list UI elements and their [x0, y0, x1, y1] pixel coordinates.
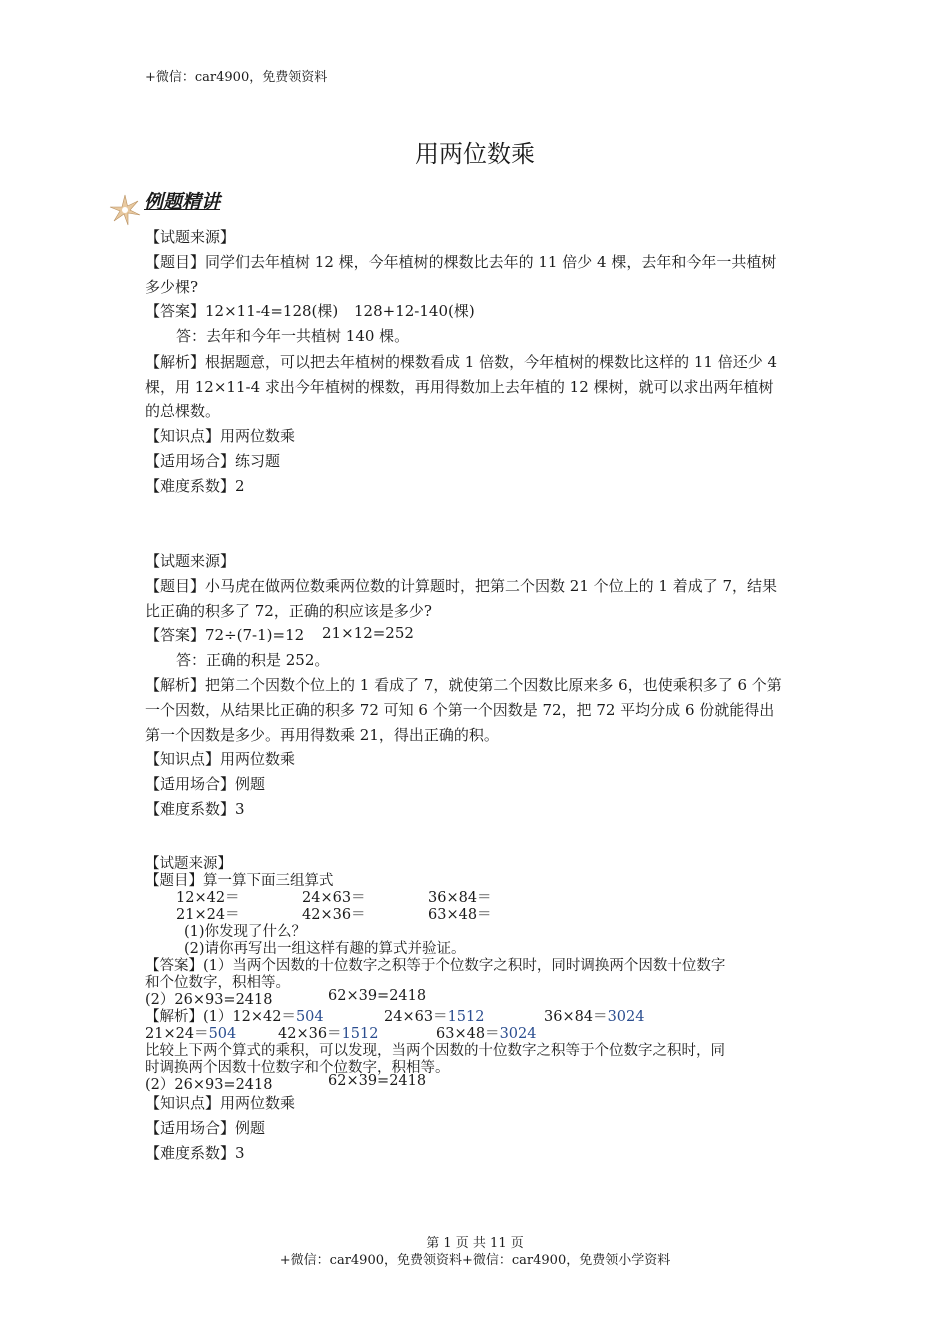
q1-analysis-b: 棵，用 12×11-4 求出今年植树的棵数，再用得数加上去年植的 12 棵树，就可以求出两年植树	[145, 378, 774, 396]
q2-answer-a: 【答案】72÷(7-1)=12	[145, 626, 305, 644]
q2-answer-c: 答：正确的积是 252。	[176, 651, 330, 669]
q2-question-b: 比正确的积多了 72，正确的积应该是多少?	[145, 602, 432, 620]
q3-row2-a: 21×24＝	[176, 907, 240, 923]
q3-b1-value: 504	[208, 1026, 237, 1042]
q3-a3	[544, 1005, 644, 1026]
q1-analysis-c: 的总棵数。	[145, 402, 221, 420]
q2-analysis-b: 一个因数，从结果比正确的积多 72 可知 6 个第一个因数是 72，把 72 平均分成 6 份就能得出	[145, 701, 775, 719]
q3-a3-value: 3024	[607, 1009, 645, 1025]
q1-analysis-a: 【解析】根据题意，可以把去年植树的棵数看成 1 倍数，今年植树的棵数比这样的 11 倍还少 4	[145, 353, 778, 371]
q3-answer-c1: (2）26×93=2418	[145, 992, 273, 1008]
q2-knowledge: 【知识点】用两位数乘	[145, 750, 296, 768]
q3-answer-b: 和个位数字，积相等。	[145, 975, 290, 991]
q1-question-b: 多少棵?	[145, 278, 199, 296]
q3-analysis-e2: 62×39=2418	[328, 1073, 427, 1089]
page-header: +微信：car4900，免费领资料	[145, 70, 328, 85]
section-title: 例题精讲	[144, 191, 221, 213]
q3-analysis-d: 时调换两个因数十位数字和个位数字，积相等。	[145, 1060, 450, 1076]
q2-usage: 【适用场合】例题	[145, 775, 266, 793]
q3-difficulty: 【难度系数】3	[145, 1144, 245, 1162]
q3-row1-b: 24×63＝	[302, 890, 366, 906]
page-number: 第 1 页 共 11 页	[426, 1236, 524, 1251]
q3-a3-expr: 36×84＝	[544, 1009, 608, 1025]
q1-source: 【试题来源】	[145, 228, 236, 246]
q3-answer-a: 【答案】(1）当两个因数的十位数字之积等于个位数字之积时，同时调换两个因数十位数字	[145, 958, 726, 974]
q3-row1-c: 36×84＝	[428, 890, 492, 906]
page-title: 用两位数乘	[415, 140, 535, 168]
q1-answer-b: 128+12-140(棵)	[354, 302, 475, 320]
q3-row2-b: 42×36＝	[302, 907, 366, 923]
q1-knowledge: 【知识点】用两位数乘	[145, 427, 296, 445]
q3-analysis-label: 【解析】(1）12×42＝	[145, 1009, 296, 1025]
q3-b2-value: 1512	[341, 1026, 379, 1042]
q3-answer-c2: 62×39=2418	[328, 988, 427, 1004]
q3-a2-expr: 24×63＝	[384, 1009, 448, 1025]
q1-answer-a: 【答案】12×11-4=128(棵)	[145, 302, 339, 320]
q2-analysis-a: 【解析】把第二个因数个位上的 1 看成了 7，就使第二个因数比原来多 6，也使乘积多了 6 个第	[145, 676, 782, 694]
q2-source: 【试题来源】	[145, 552, 236, 570]
q3-knowledge: 【知识点】用两位数乘	[145, 1094, 296, 1112]
q1-usage: 【适用场合】练习题	[145, 452, 281, 470]
q3-b3-value: 3024	[499, 1026, 537, 1042]
q2-answer-b: 21×12=252	[322, 624, 414, 642]
q3-b3-expr: 63×48＝	[436, 1026, 500, 1042]
q3-b2-expr: 42×36＝	[278, 1026, 342, 1042]
q3-sub1: (1)你发现了什么？	[184, 924, 307, 940]
q3-a1-value: 504	[295, 1009, 324, 1025]
page-footer: +微信：car4900，免费领资料+微信：car4900，免费领小学资料	[279, 1253, 671, 1268]
q1-question-a: 【题目】同学们去年植树 12 棵，今年植树的棵数比去年的 11 倍少 4 棵，去年和今年一共植树	[145, 253, 777, 271]
q2-difficulty: 【难度系数】3	[145, 800, 245, 818]
q3-row2-c: 63×48＝	[428, 907, 492, 923]
q3-question: 【题目】算一算下面三组算式	[145, 873, 334, 889]
q3-row1-a: 12×42＝	[176, 890, 240, 906]
q3-a2-value: 1512	[447, 1009, 485, 1025]
q3-analysis-c: 比较上下两个算式的乘积，可以发现，当两个因数的十位数字之积等于个位数字之积时，同	[145, 1043, 725, 1059]
q3-usage: 【适用场合】例题	[145, 1119, 266, 1137]
star-icon	[108, 193, 142, 227]
q1-difficulty: 【难度系数】2	[145, 477, 245, 495]
q3-b1-expr: 21×24＝	[145, 1026, 209, 1042]
q1-answer-c: 答：去年和今年一共植树 140 棵。	[176, 327, 410, 345]
q3-sub2: (2)请你再写出一组这样有趣的算式并验证。	[184, 941, 466, 957]
q3-analysis-e1: (2）26×93=2418	[145, 1077, 273, 1093]
q2-analysis-c: 第一个因数是多少。再用得数乘 21，得出正确的积。	[145, 726, 499, 744]
q3-source: 【试题来源】	[145, 856, 232, 872]
q2-question-a: 【题目】小马虎在做两位数乘两位数的计算题时，把第二个因数 21 个位上的 1 着成了 7，结果	[145, 577, 778, 595]
